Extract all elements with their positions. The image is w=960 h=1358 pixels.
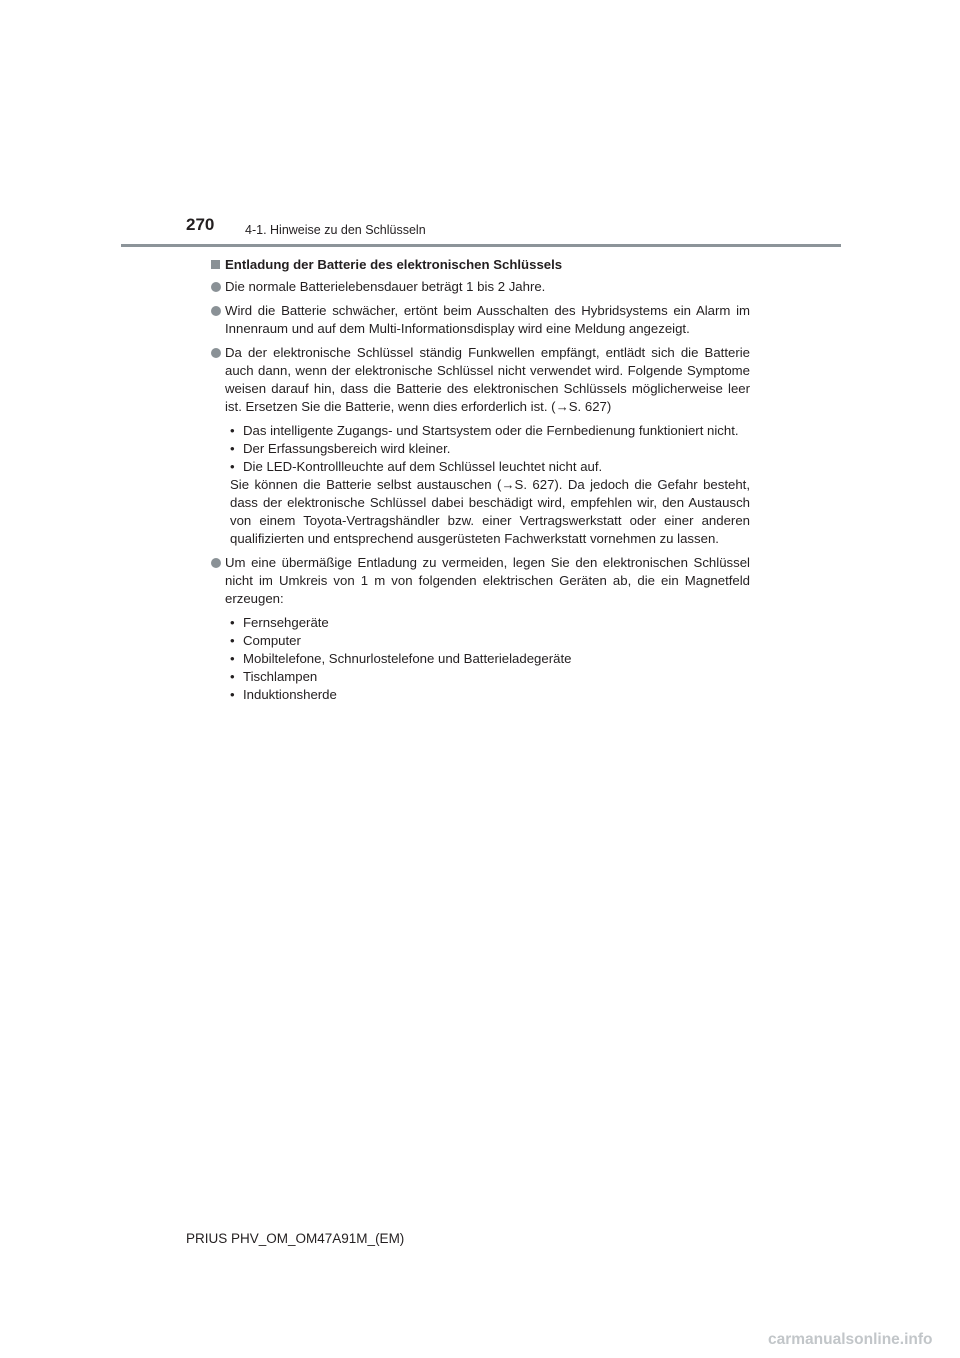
circle-bullet-icon [211, 282, 221, 292]
device-list [210, 614, 750, 704]
list-bullet: • [230, 633, 235, 648]
list-item-text: Tischlampen [243, 669, 318, 684]
bullet-text: Wird die Batterie schwächer, ertönt beim Ausschalten des Hybridsystems ein Alarm im Innenraum und auf dem Multi-Informationsdisplay wird eine Meldung angezeigt. [225, 303, 750, 336]
bullet-text: Da der elektronische Schlüssel ständig Funkwellen empfängt, entlädt sich die Batterie auch dann, wenn der elektronische Schlüssel nicht verwendet wird. Folgende Symptome weisen darauf hin, dass die Batterie des elektronischen Schlüssels möglicherweise leer ist. Ersetzen Sie die Batterie, wenn dies erforderlich ist. (→S. 627) [225, 345, 750, 414]
list-item-text: Mobiltelefone, Schnurlostelefone und Batterieladegeräte [243, 651, 572, 666]
bullet-paragraph [210, 554, 750, 608]
list-item [230, 686, 750, 704]
list-item [230, 632, 750, 650]
watermark: carmanualsonline.info [768, 1331, 933, 1348]
list-item [230, 614, 750, 632]
list-item-text: Der Erfassungsbereich wird kleiner. [243, 441, 451, 456]
section-title: 4-1. Hinweise zu den Schlüsseln [245, 223, 426, 237]
bullet-paragraph [210, 278, 750, 296]
list-item-text: Computer [243, 633, 301, 648]
header-divider [121, 244, 841, 247]
list-item-text: Fernsehgeräte [243, 615, 329, 630]
page-content [210, 256, 750, 710]
subsection-heading-text: Entladung der Batterie des elektronischen Schlüssels [225, 257, 563, 272]
bullet-text: Um eine übermäßige Entladung zu vermeiden, legen Sie den elektronischen Schlüssel nicht im Umkreis von 1 m von folgenden elektrischen Geräten ab, die ein Magnetfeld erzeugen: [225, 555, 750, 606]
list-bullet: • [230, 669, 235, 684]
list-item [230, 650, 750, 668]
list-bullet: • [230, 651, 235, 666]
list-bullet: • [230, 615, 235, 630]
list-item-text: Das intelligente Zugangs- und Startsystem oder die Fernbedienung funktioniert nicht. [243, 423, 739, 438]
list-bullet: • [230, 423, 235, 438]
document-id: PRIUS PHV_OM_OM47A91M_(EM) [186, 1231, 405, 1246]
subsection-heading [210, 256, 750, 274]
circle-bullet-icon [211, 558, 221, 568]
list-item-text: Induktionsherde [243, 687, 337, 702]
circle-bullet-icon [211, 306, 221, 316]
list-item [230, 458, 750, 476]
replacement-note: Sie können die Batterie selbst austauschen (→S. 627). Da jedoch die Gefahr besteht, dass der elektronische Schlüssel dabei beschädigt wird, empfehlen wir, den Austausch von einem Toyota-Vertragshändler bzw. einer Vertragswerkstatt oder einer anderen qualifizierten und entsprechend ausgerüsteten Fachwerkstatt vornehmen zu lassen. [230, 477, 750, 546]
list-item [230, 668, 750, 686]
list-bullet: • [230, 459, 235, 474]
list-bullet: • [230, 441, 235, 456]
bullet-text: Die normale Batterielebensdauer beträgt 1 bis 2 Jahre. [225, 279, 546, 294]
bullet-paragraph [210, 344, 750, 416]
list-item-text: Die LED-Kontrollleuchte auf dem Schlüssel leuchtet nicht auf. [243, 459, 603, 474]
square-icon [211, 260, 220, 269]
list-item [230, 440, 750, 458]
bullet-paragraph [210, 302, 750, 338]
circle-bullet-icon [211, 348, 221, 358]
symptom-list [210, 422, 750, 476]
list-item [230, 422, 750, 440]
page-number: 270 [186, 215, 215, 234]
list-bullet: • [230, 687, 235, 702]
